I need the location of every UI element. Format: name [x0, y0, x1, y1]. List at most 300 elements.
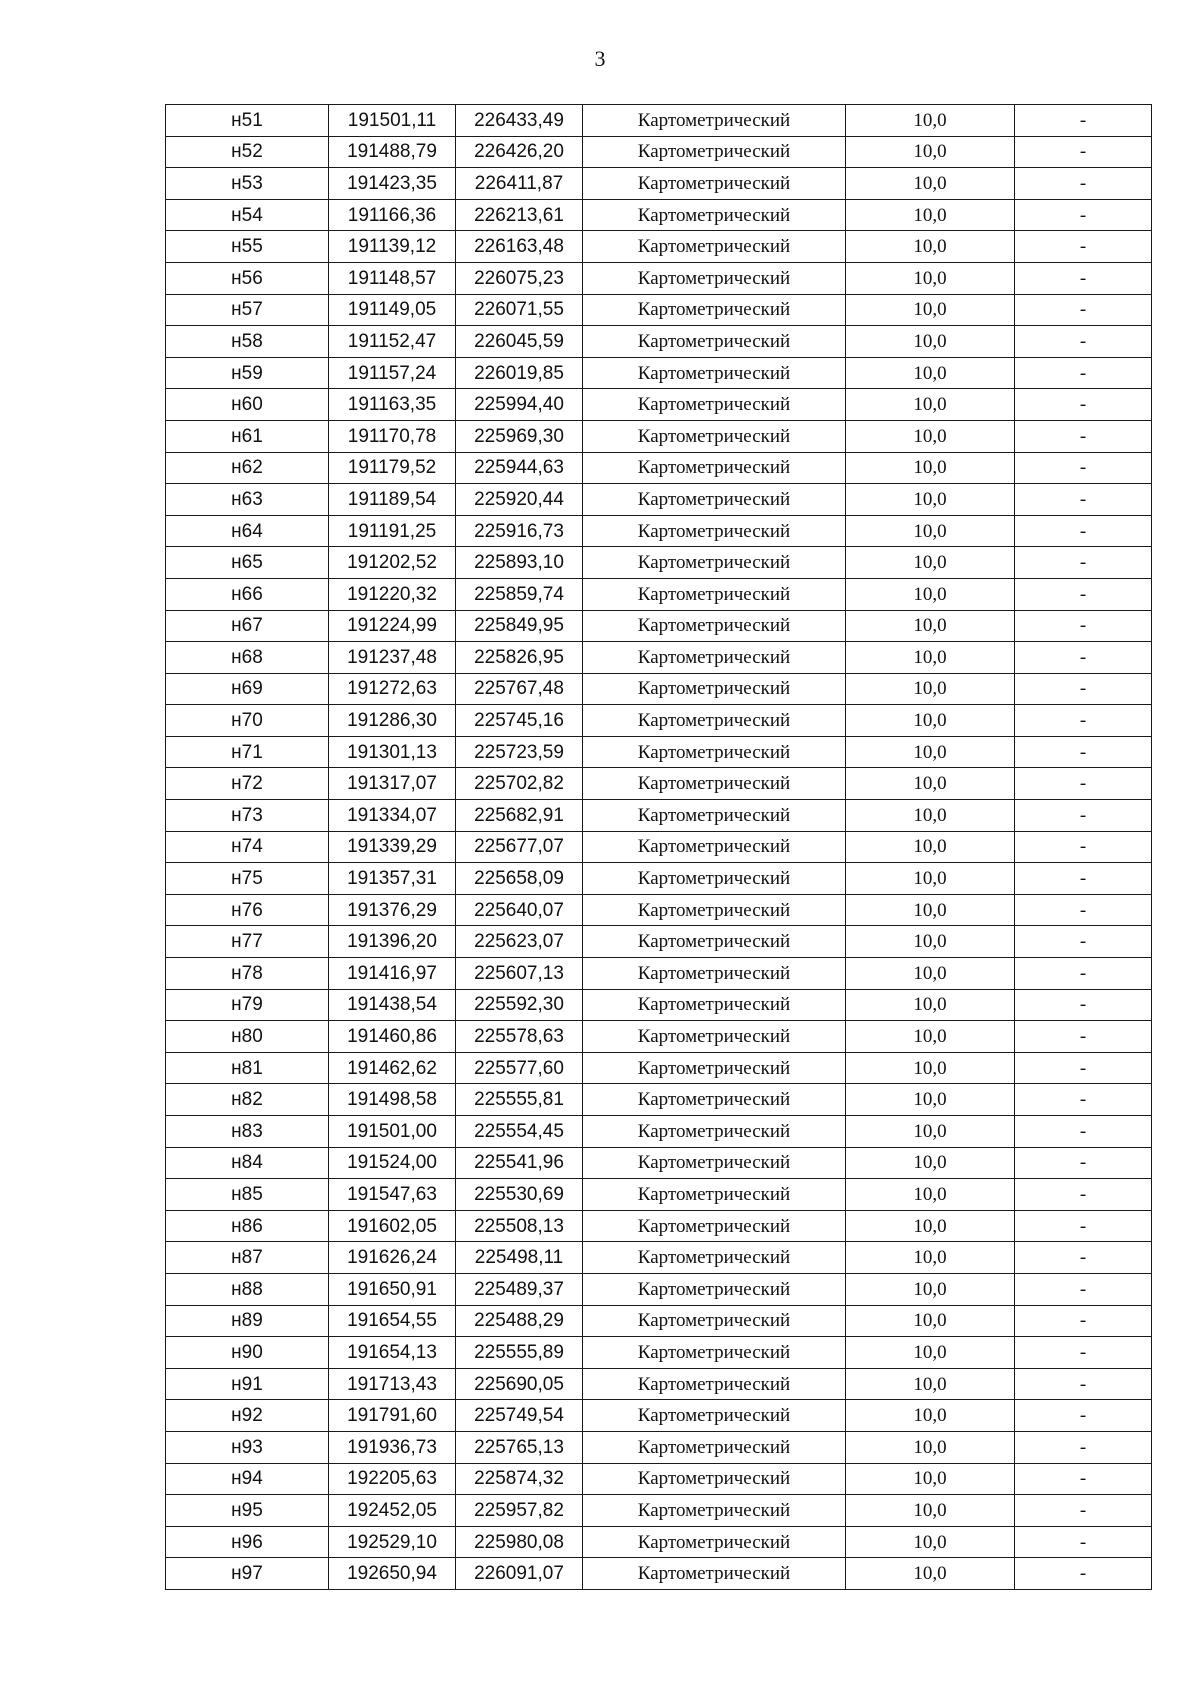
accuracy-cell: 10,0	[846, 1400, 1015, 1432]
method-cell: Картометрический	[583, 1116, 846, 1148]
table-row	[166, 357, 1152, 389]
y-coordinate-cell: 225488,29	[456, 1305, 583, 1337]
y-coordinate-cell: 225916,73	[456, 515, 583, 547]
coordinates-table-body	[166, 105, 1152, 1590]
table-row	[166, 262, 1152, 294]
y-coordinate-cell: 225677,07	[456, 831, 583, 863]
y-coordinate-cell: 225969,30	[456, 420, 583, 452]
x-coordinate-cell: 191202,52	[329, 547, 456, 579]
table-row	[166, 705, 1152, 737]
y-coordinate-cell: 225702,82	[456, 768, 583, 800]
method-cell: Картометрический	[583, 357, 846, 389]
y-coordinate-cell: 225849,95	[456, 610, 583, 642]
description-cell: -	[1015, 705, 1152, 737]
y-coordinate-cell: 225658,09	[456, 863, 583, 895]
description-cell: -	[1015, 578, 1152, 610]
point-label-cell: н80	[166, 1021, 329, 1053]
x-coordinate-cell: 191462,62	[329, 1052, 456, 1084]
y-coordinate-cell: 225749,54	[456, 1400, 583, 1432]
point-label-cell: н90	[166, 1337, 329, 1369]
point-label-cell: н76	[166, 894, 329, 926]
x-coordinate-cell: 191317,07	[329, 768, 456, 800]
table-row	[166, 894, 1152, 926]
method-cell: Картометрический	[583, 736, 846, 768]
y-coordinate-cell: 225489,37	[456, 1273, 583, 1305]
y-coordinate-cell: 225765,13	[456, 1431, 583, 1463]
y-coordinate-cell: 225920,44	[456, 484, 583, 516]
y-coordinate-cell: 226213,61	[456, 199, 583, 231]
description-cell: -	[1015, 1431, 1152, 1463]
point-label-cell: н79	[166, 989, 329, 1021]
point-label-cell: н65	[166, 547, 329, 579]
table-row	[166, 326, 1152, 358]
table-row	[166, 1368, 1152, 1400]
table-row	[166, 515, 1152, 547]
description-cell: -	[1015, 547, 1152, 579]
x-coordinate-cell: 191376,29	[329, 894, 456, 926]
table-row	[166, 863, 1152, 895]
accuracy-cell: 10,0	[846, 105, 1015, 137]
x-coordinate-cell: 191524,00	[329, 1147, 456, 1179]
method-cell: Картометрический	[583, 1242, 846, 1274]
y-coordinate-cell: 225944,63	[456, 452, 583, 484]
point-label-cell: н91	[166, 1368, 329, 1400]
x-coordinate-cell: 191286,30	[329, 705, 456, 737]
point-label-cell: н92	[166, 1400, 329, 1432]
point-label-cell: н73	[166, 800, 329, 832]
method-cell: Картометрический	[583, 1337, 846, 1369]
table-row	[166, 642, 1152, 674]
description-cell: -	[1015, 262, 1152, 294]
description-cell: -	[1015, 1337, 1152, 1369]
description-cell: -	[1015, 484, 1152, 516]
description-cell: -	[1015, 1463, 1152, 1495]
x-coordinate-cell: 192650,94	[329, 1558, 456, 1590]
method-cell: Картометрический	[583, 105, 846, 137]
table-row	[166, 294, 1152, 326]
accuracy-cell: 10,0	[846, 705, 1015, 737]
point-label-cell: н54	[166, 199, 329, 231]
point-label-cell: н93	[166, 1431, 329, 1463]
point-label-cell: н74	[166, 831, 329, 863]
description-cell: -	[1015, 1242, 1152, 1274]
y-coordinate-cell: 225623,07	[456, 926, 583, 958]
accuracy-cell: 10,0	[846, 673, 1015, 705]
x-coordinate-cell: 191791,60	[329, 1400, 456, 1432]
method-cell: Картометрический	[583, 642, 846, 674]
point-label-cell: н60	[166, 389, 329, 421]
table-row	[166, 389, 1152, 421]
point-label-cell: н61	[166, 420, 329, 452]
method-cell: Картометрический	[583, 1052, 846, 1084]
method-cell: Картометрический	[583, 452, 846, 484]
method-cell: Картометрический	[583, 547, 846, 579]
accuracy-cell: 10,0	[846, 262, 1015, 294]
description-cell: -	[1015, 1273, 1152, 1305]
method-cell: Картометрический	[583, 705, 846, 737]
description-cell: -	[1015, 515, 1152, 547]
accuracy-cell: 10,0	[846, 863, 1015, 895]
method-cell: Картометрический	[583, 1431, 846, 1463]
table-row	[166, 736, 1152, 768]
table-row	[166, 452, 1152, 484]
accuracy-cell: 10,0	[846, 484, 1015, 516]
point-label-cell: н89	[166, 1305, 329, 1337]
method-cell: Картометрический	[583, 1400, 846, 1432]
method-cell: Картометрический	[583, 610, 846, 642]
accuracy-cell: 10,0	[846, 168, 1015, 200]
description-cell: -	[1015, 1021, 1152, 1053]
description-cell: -	[1015, 294, 1152, 326]
method-cell: Картометрический	[583, 484, 846, 516]
method-cell: Картометрический	[583, 831, 846, 863]
table-row	[166, 958, 1152, 990]
accuracy-cell: 10,0	[846, 357, 1015, 389]
description-cell: -	[1015, 1400, 1152, 1432]
table-row	[166, 231, 1152, 263]
point-label-cell: н71	[166, 736, 329, 768]
method-cell: Картометрический	[583, 578, 846, 610]
point-label-cell: н68	[166, 642, 329, 674]
x-coordinate-cell: 191626,24	[329, 1242, 456, 1274]
point-label-cell: н55	[166, 231, 329, 263]
description-cell: -	[1015, 1495, 1152, 1527]
description-cell: -	[1015, 105, 1152, 137]
x-coordinate-cell: 191654,55	[329, 1305, 456, 1337]
table-row	[166, 1400, 1152, 1432]
table-row	[166, 199, 1152, 231]
y-coordinate-cell: 226433,49	[456, 105, 583, 137]
accuracy-cell: 10,0	[846, 547, 1015, 579]
accuracy-cell: 10,0	[846, 1116, 1015, 1148]
x-coordinate-cell: 191498,58	[329, 1084, 456, 1116]
method-cell: Картометрический	[583, 168, 846, 200]
accuracy-cell: 10,0	[846, 1052, 1015, 1084]
y-coordinate-cell: 226045,59	[456, 326, 583, 358]
x-coordinate-cell: 191237,48	[329, 642, 456, 674]
table-row	[166, 1084, 1152, 1116]
accuracy-cell: 10,0	[846, 642, 1015, 674]
method-cell: Картометрический	[583, 1463, 846, 1495]
description-cell: -	[1015, 831, 1152, 863]
point-label-cell: н75	[166, 863, 329, 895]
table-row	[166, 1210, 1152, 1242]
x-coordinate-cell: 191301,13	[329, 736, 456, 768]
y-coordinate-cell: 225554,45	[456, 1116, 583, 1148]
x-coordinate-cell: 191654,13	[329, 1337, 456, 1369]
point-label-cell: н52	[166, 136, 329, 168]
x-coordinate-cell: 191157,24	[329, 357, 456, 389]
x-coordinate-cell: 191170,78	[329, 420, 456, 452]
point-label-cell: н64	[166, 515, 329, 547]
description-cell: -	[1015, 1210, 1152, 1242]
point-label-cell: н95	[166, 1495, 329, 1527]
method-cell: Картометрический	[583, 326, 846, 358]
description-cell: -	[1015, 1526, 1152, 1558]
point-label-cell: н82	[166, 1084, 329, 1116]
accuracy-cell: 10,0	[846, 1305, 1015, 1337]
x-coordinate-cell: 191179,52	[329, 452, 456, 484]
y-coordinate-cell: 225555,89	[456, 1337, 583, 1369]
method-cell: Картометрический	[583, 1147, 846, 1179]
table-row	[166, 484, 1152, 516]
table-row	[166, 420, 1152, 452]
point-label-cell: н83	[166, 1116, 329, 1148]
x-coordinate-cell: 191650,91	[329, 1273, 456, 1305]
method-cell: Картометрический	[583, 389, 846, 421]
y-coordinate-cell: 226075,23	[456, 262, 583, 294]
table-row	[166, 989, 1152, 1021]
description-cell: -	[1015, 357, 1152, 389]
description-cell: -	[1015, 768, 1152, 800]
x-coordinate-cell: 191357,31	[329, 863, 456, 895]
accuracy-cell: 10,0	[846, 452, 1015, 484]
point-label-cell: н94	[166, 1463, 329, 1495]
method-cell: Картометрический	[583, 1368, 846, 1400]
method-cell: Картометрический	[583, 136, 846, 168]
point-label-cell: н85	[166, 1179, 329, 1211]
method-cell: Картометрический	[583, 1558, 846, 1590]
method-cell: Картометрический	[583, 231, 846, 263]
table-row	[166, 673, 1152, 705]
point-label-cell: н63	[166, 484, 329, 516]
point-label-cell: н67	[166, 610, 329, 642]
description-cell: -	[1015, 736, 1152, 768]
table-row	[166, 1337, 1152, 1369]
description-cell: -	[1015, 863, 1152, 895]
accuracy-cell: 10,0	[846, 989, 1015, 1021]
accuracy-cell: 10,0	[846, 1210, 1015, 1242]
accuracy-cell: 10,0	[846, 1021, 1015, 1053]
description-cell: -	[1015, 168, 1152, 200]
x-coordinate-cell: 191272,63	[329, 673, 456, 705]
table-row	[166, 168, 1152, 200]
point-label-cell: н81	[166, 1052, 329, 1084]
table-row	[166, 1052, 1152, 1084]
point-label-cell: н77	[166, 926, 329, 958]
description-cell: -	[1015, 1116, 1152, 1148]
y-coordinate-cell: 225893,10	[456, 547, 583, 579]
table-row	[166, 1526, 1152, 1558]
table-row	[166, 1431, 1152, 1463]
y-coordinate-cell: 225592,30	[456, 989, 583, 1021]
table-row	[166, 831, 1152, 863]
point-label-cell: н72	[166, 768, 329, 800]
y-coordinate-cell: 225577,60	[456, 1052, 583, 1084]
method-cell: Картометрический	[583, 1305, 846, 1337]
description-cell: -	[1015, 800, 1152, 832]
y-coordinate-cell: 225723,59	[456, 736, 583, 768]
accuracy-cell: 10,0	[846, 136, 1015, 168]
description-cell: -	[1015, 989, 1152, 1021]
y-coordinate-cell: 225994,40	[456, 389, 583, 421]
x-coordinate-cell: 191936,73	[329, 1431, 456, 1463]
table-row	[166, 1305, 1152, 1337]
x-coordinate-cell: 191334,07	[329, 800, 456, 832]
y-coordinate-cell: 225682,91	[456, 800, 583, 832]
x-coordinate-cell: 191501,00	[329, 1116, 456, 1148]
accuracy-cell: 10,0	[846, 294, 1015, 326]
method-cell: Картометрический	[583, 199, 846, 231]
description-cell: -	[1015, 1179, 1152, 1211]
accuracy-cell: 10,0	[846, 610, 1015, 642]
accuracy-cell: 10,0	[846, 1495, 1015, 1527]
method-cell: Картометрический	[583, 989, 846, 1021]
y-coordinate-cell: 226091,07	[456, 1558, 583, 1590]
point-label-cell: н87	[166, 1242, 329, 1274]
accuracy-cell: 10,0	[846, 1337, 1015, 1369]
y-coordinate-cell: 225508,13	[456, 1210, 583, 1242]
x-coordinate-cell: 191339,29	[329, 831, 456, 863]
description-cell: -	[1015, 231, 1152, 263]
description-cell: -	[1015, 420, 1152, 452]
y-coordinate-cell: 226071,55	[456, 294, 583, 326]
table-row	[166, 768, 1152, 800]
x-coordinate-cell: 191488,79	[329, 136, 456, 168]
x-coordinate-cell: 191547,63	[329, 1179, 456, 1211]
description-cell: -	[1015, 389, 1152, 421]
page-number: 3	[594, 46, 606, 71]
table-row	[166, 1495, 1152, 1527]
y-coordinate-cell: 225555,81	[456, 1084, 583, 1116]
accuracy-cell: 10,0	[846, 1084, 1015, 1116]
method-cell: Картометрический	[583, 1084, 846, 1116]
accuracy-cell: 10,0	[846, 389, 1015, 421]
point-label-cell: н86	[166, 1210, 329, 1242]
description-cell: -	[1015, 1084, 1152, 1116]
x-coordinate-cell: 191163,35	[329, 389, 456, 421]
table-row	[166, 1179, 1152, 1211]
table-row	[166, 547, 1152, 579]
description-cell: -	[1015, 199, 1152, 231]
method-cell: Картометрический	[583, 1495, 846, 1527]
table-row	[166, 1242, 1152, 1274]
method-cell: Картометрический	[583, 420, 846, 452]
description-cell: -	[1015, 136, 1152, 168]
method-cell: Картометрический	[583, 926, 846, 958]
point-label-cell: н51	[166, 105, 329, 137]
x-coordinate-cell: 191191,25	[329, 515, 456, 547]
method-cell: Картометрический	[583, 673, 846, 705]
y-coordinate-cell: 225498,11	[456, 1242, 583, 1274]
x-coordinate-cell: 191501,11	[329, 105, 456, 137]
accuracy-cell: 10,0	[846, 1558, 1015, 1590]
accuracy-cell: 10,0	[846, 1431, 1015, 1463]
method-cell: Картометрический	[583, 1179, 846, 1211]
description-cell: -	[1015, 1147, 1152, 1179]
y-coordinate-cell: 226163,48	[456, 231, 583, 263]
accuracy-cell: 10,0	[846, 958, 1015, 990]
table-row	[166, 1021, 1152, 1053]
x-coordinate-cell: 191416,97	[329, 958, 456, 990]
method-cell: Картометрический	[583, 262, 846, 294]
point-label-cell: н56	[166, 262, 329, 294]
x-coordinate-cell: 191189,54	[329, 484, 456, 516]
accuracy-cell: 10,0	[846, 326, 1015, 358]
accuracy-cell: 10,0	[846, 1463, 1015, 1495]
table-row	[166, 926, 1152, 958]
x-coordinate-cell: 191224,99	[329, 610, 456, 642]
accuracy-cell: 10,0	[846, 515, 1015, 547]
y-coordinate-cell: 225957,82	[456, 1495, 583, 1527]
accuracy-cell: 10,0	[846, 1179, 1015, 1211]
table-row	[166, 1116, 1152, 1148]
accuracy-cell: 10,0	[846, 831, 1015, 863]
description-cell: -	[1015, 452, 1152, 484]
table-row	[166, 800, 1152, 832]
y-coordinate-cell: 225767,48	[456, 673, 583, 705]
accuracy-cell: 10,0	[846, 768, 1015, 800]
point-label-cell: н59	[166, 357, 329, 389]
method-cell: Картометрический	[583, 863, 846, 895]
y-coordinate-cell: 225541,96	[456, 1147, 583, 1179]
x-coordinate-cell: 192452,05	[329, 1495, 456, 1527]
accuracy-cell: 10,0	[846, 231, 1015, 263]
accuracy-cell: 10,0	[846, 1368, 1015, 1400]
x-coordinate-cell: 191139,12	[329, 231, 456, 263]
y-coordinate-cell: 225980,08	[456, 1526, 583, 1558]
y-coordinate-cell: 225859,74	[456, 578, 583, 610]
point-label-cell: н57	[166, 294, 329, 326]
table-row	[166, 1147, 1152, 1179]
x-coordinate-cell: 191396,20	[329, 926, 456, 958]
description-cell: -	[1015, 1305, 1152, 1337]
point-label-cell: н88	[166, 1273, 329, 1305]
accuracy-cell: 10,0	[846, 199, 1015, 231]
method-cell: Картометрический	[583, 1526, 846, 1558]
point-label-cell: н78	[166, 958, 329, 990]
accuracy-cell: 10,0	[846, 1147, 1015, 1179]
x-coordinate-cell: 191166,36	[329, 199, 456, 231]
x-coordinate-cell: 192529,10	[329, 1526, 456, 1558]
point-label-cell: н96	[166, 1526, 329, 1558]
point-label-cell: н70	[166, 705, 329, 737]
description-cell: -	[1015, 673, 1152, 705]
description-cell: -	[1015, 1368, 1152, 1400]
x-coordinate-cell: 191152,47	[329, 326, 456, 358]
x-coordinate-cell: 192205,63	[329, 1463, 456, 1495]
table-row	[166, 1558, 1152, 1590]
x-coordinate-cell: 191423,35	[329, 168, 456, 200]
y-coordinate-cell: 226411,87	[456, 168, 583, 200]
accuracy-cell: 10,0	[846, 894, 1015, 926]
description-cell: -	[1015, 642, 1152, 674]
x-coordinate-cell: 191149,05	[329, 294, 456, 326]
method-cell: Картометрический	[583, 800, 846, 832]
accuracy-cell: 10,0	[846, 1242, 1015, 1274]
point-label-cell: н58	[166, 326, 329, 358]
x-coordinate-cell: 191713,43	[329, 1368, 456, 1400]
accuracy-cell: 10,0	[846, 1273, 1015, 1305]
description-cell: -	[1015, 894, 1152, 926]
y-coordinate-cell: 226019,85	[456, 357, 583, 389]
accuracy-cell: 10,0	[846, 1526, 1015, 1558]
y-coordinate-cell: 225640,07	[456, 894, 583, 926]
y-coordinate-cell: 226426,20	[456, 136, 583, 168]
coordinates-table	[165, 104, 1152, 1590]
description-cell: -	[1015, 1558, 1152, 1590]
x-coordinate-cell: 191602,05	[329, 1210, 456, 1242]
y-coordinate-cell: 225607,13	[456, 958, 583, 990]
table-row	[166, 578, 1152, 610]
y-coordinate-cell: 225745,16	[456, 705, 583, 737]
description-cell: -	[1015, 1052, 1152, 1084]
method-cell: Картометрический	[583, 1210, 846, 1242]
method-cell: Картометрический	[583, 515, 846, 547]
table-row	[166, 610, 1152, 642]
method-cell: Картометрический	[583, 1021, 846, 1053]
table-row	[166, 1273, 1152, 1305]
